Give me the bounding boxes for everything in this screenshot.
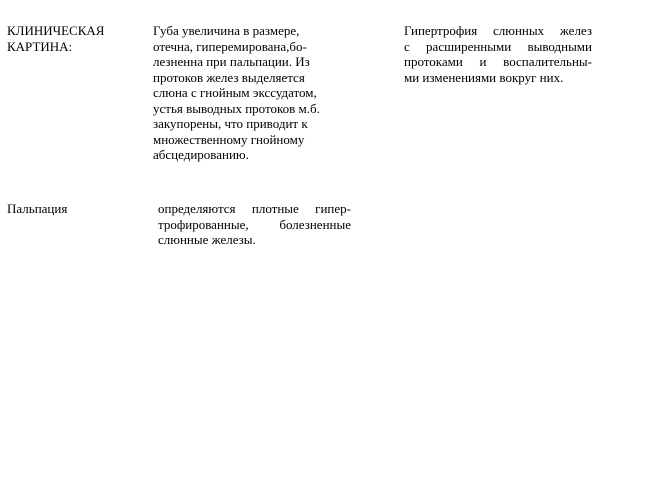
- clinical-picture-label: [7, 23, 137, 54]
- text-line: Пальпация: [7, 201, 68, 216]
- text-line: множественному гнойному: [153, 131, 305, 147]
- text-line: протоками и воспалительны-: [404, 54, 592, 69]
- palpation-label: [7, 201, 137, 217]
- text-line: КЛИНИЧЕСКАЯ: [7, 23, 105, 38]
- text-line: с расширенными выводными: [404, 38, 592, 54]
- text-line: ми изменениями вокруг них.: [404, 69, 564, 85]
- text-line: закупорены, что приводит к: [153, 116, 308, 131]
- text-line: КАРТИНА:: [7, 38, 73, 54]
- text-line: устья выводных протоков м.б.: [153, 100, 320, 116]
- clinical-picture-description: [153, 23, 353, 163]
- text-line: протоков желез выделяется: [153, 69, 305, 85]
- text-line: слюна с гнойным экссудатом,: [153, 85, 317, 100]
- text-line: отечна, гиперемирована,бо-: [153, 38, 307, 54]
- text-line: Гипертрофия слюнных желез: [404, 23, 592, 38]
- palpation-description: [158, 201, 351, 248]
- text-line: лезненна при пальпации. Из: [153, 54, 310, 69]
- text-line: слюнные железы.: [158, 232, 256, 247]
- text-line: трофированные, болезненные: [158, 216, 351, 232]
- text-line: абсцедированию.: [153, 147, 249, 162]
- clinical-picture-note: [404, 23, 592, 85]
- text-line: определяются плотные гипер-: [158, 201, 351, 216]
- text-line: Губа увеличина в размере,: [153, 23, 300, 38]
